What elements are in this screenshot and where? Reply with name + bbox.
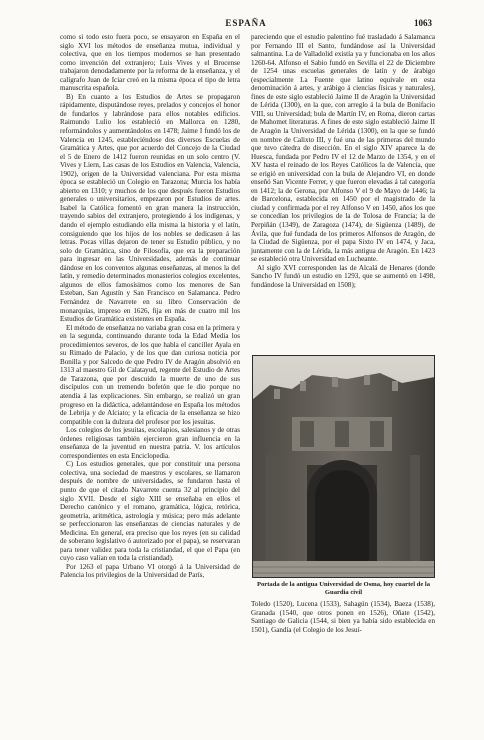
university-facade-photo [252,355,435,578]
paragraph: Al siglo XVI corresponden las de Alcalá de Henares (donde Sancho IV fundó un estudio en 1293, que se aumentó en 1498, fundándose la Universidad en 1508); [251,263,435,289]
page-number: 1063 [414,18,432,28]
paragraph: El método de enseñanza no variaba gran cosa en la primera y en la segunda, continuando durante toda la Edad Media los procedimientos severos, de los que habla el canciller Ayala en su Rimado de Palacio, y de los que dan curiosa noticia por Bonilla y por Salcedo de que Pedro IV de Aragón absolvió en 1313 al maestro Gil de Calatayud, regente del Estudio de Artes de Tarazona, que por descuido la muerte de uno de sus discípulos con un tremendo bofetón que le dio porque no atendía á las explicaciones. Sin embargo, se realizó un gran progreso en la didáctica, adelantándose en España los métodos de Lebrija y de Alciato; y la eficacia de la enseñanza se hizo compatible con la dulzura del profesor por los jesuitas. [60,323,240,426]
running-title: ESPAÑA [225,18,267,28]
page-header [60,18,432,32]
right-column [251,33,435,289]
paragraph: Por 1263 el papa Urbano VI otorgó á la Universidad de Palencia los privilegios de la Universidad de París, [60,562,240,580]
left-column [60,33,240,580]
figure-caption: Portada de la antigua Universidad de Osma, hoy cuartel de la Guardia civil [256,581,431,596]
paragraph: B) En cuanto a los Estudios de Artes se propagaron rápidamente, disputándose reyes, prelados y concejos el honor de fundarlos y labrándose para ellos notables edificios. Raimundo Lulio los estableció en Mallorca en 1280, reformándolos y aumentándolos en 1478; Jaime I fundó los de Valencia en 1245, estableciéndose dos diversos Escuelas de Gramática y Artes, que por acuerdo del Concejo de la Ciudad el 5 de Enero de 1412 fueron reunidas en un solo centro (V. Vives y Liern, Las casas de los Estudios en Valencia, Valencia, 1902), origen de la Universidad valenciana. Por esta misma época se estableció un Colegio en Tarazona; Murcia los había abierto en 1310; y muchos de los que después fueron Estudios generales o universitarios, empezaron por Estudios de artes. Isabel la Católica fomentó en gran manera la instrucción, trayendo sabios del extranjero, protegiendo á los indígenas, y dando el ejemplo estudiando ella misma la historia y el latín, consiguiendo que los hijos de los nobles se dedicasen á las letras. Pocas villas dejaron de tener su Estudio público, y no solo de Gramática, sino de Filosofía, que era la preparación para ingresar en las Universidades, además de continuar dándose en los conventos algunas enseñanzas, al menos la del latín, y remedio determinados monasterios colegios excelentes, algunos de ellos famosísimos como los menores de San Esteban, San Agustín y San Francisco en Salamanca. Pedro Fernández de Navarrete en su libro Conservación de monarquías, impreso en 1626, fija en más de cuatro mil los Estudios de Gramática existentes en España. [60,92,240,324]
paragraph: pareciendo que el estudio palentino fué trasladado á Salamanca por Fernando III el Santo, fundándose así la Universidad salmantina. La de Valladolid existía ya y funcionaba en los años 1260-64. Alfonso el Sabio fundó en Sevilla el 22 de Diciembre de 1254 unas escuelas generales de latín y de árabigo (especialmente La Fuente que latino equivale en esta denominación á artes, y arábigo á ciencias físicas y naturales), fines de este siglo estableció Jaime II de Aragón la Universidad de Lérida (1300), en la que, con arreglo á la bula de Bonifacio VIII, su Universidad; bula de Martín IV, en Roma, dieron cartas de Mahomet literaturas. A fines de este siglo estableció Jaime II de Aragón la Universidad de Lérida (1300), en la que se fundó en nombre de Calixto III, y fué una de las primeras del mundo que tuvo cátedra de disección. En el siglo XIV aparece la de Huesca, fundada por Pedro IV el 12 de Marzo de 1354, y en el XV hasta el reinado de los Reyes Católicos la de Valencia, que se erigió en universidad con la bula de Alejandro VI, en donde enseñó San Vicente Ferrer, y que fueron elevadas á tal categoría en 1412; la de Gerona, por Alfonso V el 9 de Mayo de 1446; la de Barcelona, establecida en 1450 por el magistrado de la ciudad y confirmada por el rey Alfonso V en 1450, años los que se concedían los privilegios de la de Tolosa de Francia; la de Perpiñán (1349), de Zaragoza (1474), de Sigüenza (1489), de Ávila, que fué fundada de los primeros Alfonsos de Aragón, de la Ciudad de Sigüenza, por el papa Sixto IV en 1474, y Jaca, juntamente con la de Lérida, la más antigua de Aragón. En 1423 se estableció otra Universidad en Lucheante. [251,33,435,264]
paragraph: C) Los estudios generales, que por constituir una persona colectiva, una sociedad de maestros y escolares, se llamaron después de nombre de universidades, se fundaron hasta el punto de que el citado Navarrete cuenta 32 al principio del siglo XVII. Desde el siglo XIII se enseñaba en ellos el Derecho canónico y el romano, gramática, lógica, retórica, geometría, aritmética, astrología y música; pero más adelante se perfeccionaron las enseñanzas de ciencias naturales y de Medicina. En general, era preciso que los reyes (en su calidad de soberano legislativo ó autorizado por el papa), se reservaran para tener validez para toda la cristiandad, el que el Papa (en cuyo caso valían en toda la cristiandad). [60,460,240,563]
paragraph: como si todo esto fuera poco, se ensayaron en España en el siglo XVI los métodos de enseñanza mutua, individual y colectiva, que en los tiempos modernos se han presentado como invención del extranjero; Luis Vives y el Brocense trabajaron denodadamente por la reforma de la enseñanza, y el calígrafo Juan de Iciar creó en la misma época el tipo de letra manuscrita española. [60,33,240,93]
right-column-continuation [251,600,435,634]
paragraph: Toledo (1520), Lucena (1533), Sahagún (1534), Baeza (1538), Granada (1540, que otros ponen en 1526), Oñate (1542), Santiago de Galicia (1544, si bien ya había sido establecida en 1501), Gandía (el Colegio de los Jesuí- [251,600,435,634]
paragraph: Los colegios de los jesuitas, escolapios, salesianos y de otras órdenes religiosas también ejercieron gran influencia en la enseñanza de la juventud en nuestra patria. V. los artículos correspondientes en esta Enciclopedia. [60,426,240,460]
